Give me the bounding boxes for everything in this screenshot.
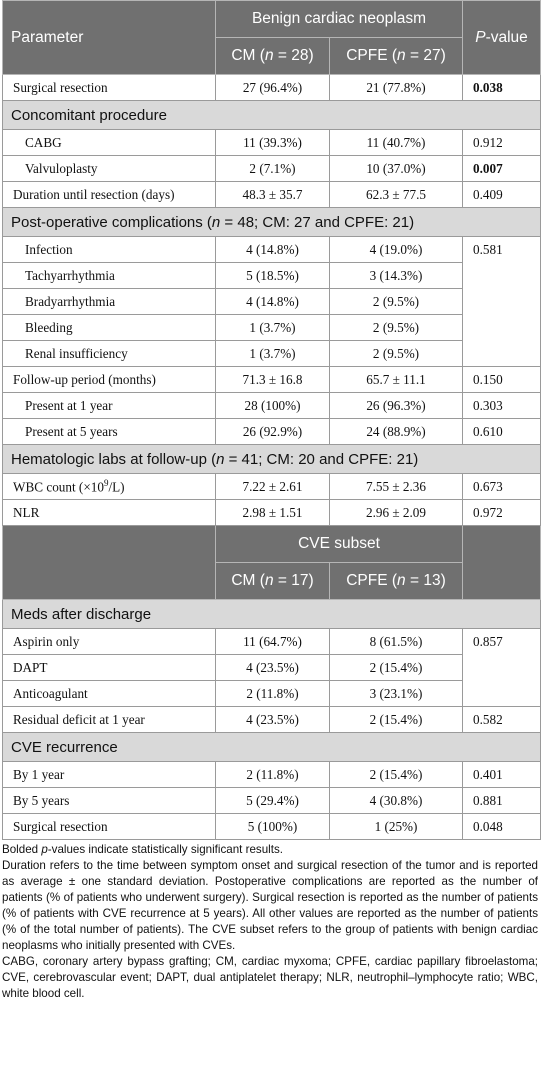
table-row: Duration until resection (days) 48.3 ± 35.7 62.3 ± 77.5 0.409 bbox=[3, 182, 541, 208]
table-row: Present at 1 year 28 (100%) 26 (96.3%) 0.303 bbox=[3, 393, 541, 419]
parameter-header: Parameter bbox=[3, 1, 216, 75]
group-header: Benign cardiac neoplasm bbox=[216, 1, 463, 38]
section-row bbox=[3, 600, 541, 629]
section-meds: Meds after discharge bbox=[3, 600, 541, 629]
table-row: Infection 4 (14.8%) 4 (19.0%) 0.581 bbox=[3, 237, 541, 263]
table-row: Aspirin only 11 (64.7%) 8 (61.5%) 0.857 bbox=[3, 629, 541, 655]
footnote-bold: Bolded p-values indicate statistically significant results. bbox=[2, 843, 283, 856]
table-row: DAPT 4 (23.5%) 2 (15.4%) bbox=[3, 655, 541, 681]
table-row: Surgical resection 27 (96.4%) 21 (77.8%) 0.038 bbox=[3, 75, 541, 101]
cpfe-header: CPFE (n = 27) bbox=[330, 38, 463, 75]
table-row: WBC count $(\times 10^9/L)$ 7.22 ± 2.61 7.55 ± 2.36 0.673 bbox=[3, 474, 541, 500]
section-concomitant: Concomitant procedure bbox=[3, 101, 541, 130]
section-cve-recurrence: CVE recurrence bbox=[3, 733, 541, 762]
results-table-container bbox=[2, 0, 540, 840]
table-row: Anticoagulant 2 (11.8%) 3 (23.1%) bbox=[3, 681, 541, 707]
table-row: Tachyarrhythmia 5 (18.5%) 3 (14.3%) bbox=[3, 263, 541, 289]
results-table bbox=[2, 0, 541, 840]
table-row: Follow-up period (months) 71.3 ± 16.8 65.7 ± 11.1 0.150 bbox=[3, 367, 541, 393]
table-row: CABG 11 (39.3%) 11 (40.7%) 0.912 bbox=[3, 130, 541, 156]
table-row: By 5 years 5 (29.4%) 4 (30.8%) 0.881 bbox=[3, 788, 541, 814]
table-row: NLR 2.98 ± 1.51 2.96 ± 2.09 0.972 bbox=[3, 500, 541, 526]
footnote-duration: Duration refers to the time between symptom onset and surgical resection of the tumor and is reported as average ± one standard deviation. Postoperative complications are reported as the number of patients (% of patients who underwent surgery). Surgical resection is reported as the number of patients (% of patients with CVE recurrence at 5 years). All other values are reported as the number of patients (% of the total number of patients). The CVE subset refers to the group of patients with benign cardiac neoplasms who initially presented with CVEs. bbox=[2, 859, 538, 952]
table-row: Bleeding 1 (3.7%) 2 (9.5%) bbox=[3, 315, 541, 341]
cve-cpfe-header: CPFE (n = 13) bbox=[330, 563, 463, 600]
section-row bbox=[3, 445, 541, 474]
cve-subset-header: CVE subset bbox=[216, 526, 463, 563]
section-row bbox=[3, 208, 541, 237]
cve-cm-header: CM (n = 17) bbox=[216, 563, 330, 600]
table-row: Valvuloplasty 2 (7.1%) 10 (37.0%) 0.007 bbox=[3, 156, 541, 182]
footnote-abbreviations: CABG, coronary artery bypass grafting; CM, cardiac myxoma; CPFE, cardiac papillary fibroelastoma; CVE, cerebrovascular event; DAPT, dual antiplatelet therapy; NLR, neutrophil–lymphocyte ratio; WBC, white blood cell. bbox=[2, 955, 538, 1000]
section-postop: Post-operative complications (n = 48; CM: 27 and CPFE: 21) bbox=[3, 208, 541, 237]
section-row bbox=[3, 101, 541, 130]
table-row: Present at 5 years 26 (92.9%) 24 (88.9%) 0.610 bbox=[3, 419, 541, 445]
table-row: Surgical resection 5 (100%) 1 (25%) 0.048 bbox=[3, 814, 541, 840]
header-row-1 bbox=[3, 1, 541, 38]
table-row: By 1 year 2 (11.8%) 2 (15.4%) 0.401 bbox=[3, 762, 541, 788]
cve-header-row-1 bbox=[3, 526, 541, 563]
table-row: Residual deficit at 1 year 4 (23.5%) 2 (15.4%) 0.582 bbox=[3, 707, 541, 733]
table-row: Renal insufficiency 1 (3.7%) 2 (9.5%) bbox=[3, 341, 541, 367]
section-row bbox=[3, 733, 541, 762]
table-footnotes bbox=[2, 842, 538, 1002]
cm-header: CM (n = 28) bbox=[216, 38, 330, 75]
table-row: Bradyarrhythmia 4 (14.8%) 2 (9.5%) bbox=[3, 289, 541, 315]
section-hematologic: Hematologic labs at follow-up (n = 41; CM: 20 and CPFE: 21) bbox=[3, 445, 541, 474]
pvalue-header: P-value bbox=[463, 1, 541, 75]
